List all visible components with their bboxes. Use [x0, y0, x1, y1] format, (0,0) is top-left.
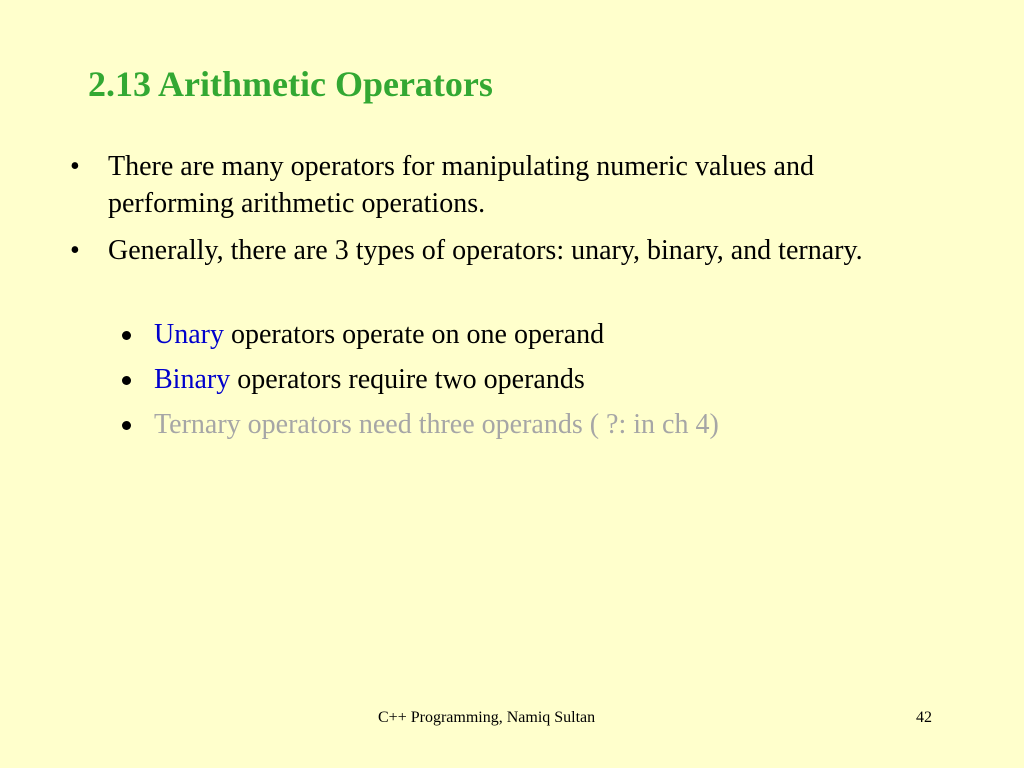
- sub-bullet-dimmed-text: Ternary operators need three operands ( ?: in ch 4): [154, 409, 719, 440]
- bullet-list: [68, 148, 928, 279]
- sub-bullet-list: [122, 316, 719, 451]
- bullet-item: [68, 232, 928, 269]
- sub-bullet-text: operators require two operands: [230, 364, 585, 395]
- sub-bullet-marker: [122, 331, 131, 340]
- sub-bullet-marker: [122, 421, 131, 430]
- sub-bullet-item: [122, 316, 719, 353]
- sub-bullet-item: [122, 361, 719, 398]
- sub-bullet-term: Binary: [154, 364, 231, 395]
- bullet-marker: •: [70, 151, 80, 182]
- bullet-text: Generally, there are 3 types of operators: unary, binary, and ternary.: [108, 235, 863, 266]
- slide-title: 2.13 Arithmetic Operators: [88, 64, 493, 104]
- sub-bullet-term: Unary: [154, 319, 224, 350]
- sub-bullet-marker: [122, 376, 131, 385]
- bullet-marker: •: [70, 235, 80, 266]
- sub-bullet-item: [122, 406, 719, 443]
- bullet-text: There are many operators for manipulating numeric values and performing arithmetic operations.: [108, 151, 814, 219]
- footer-course-author: C++ Programming, Namiq Sultan: [378, 709, 596, 726]
- bullet-item: [68, 148, 928, 222]
- slide-number: 42: [916, 709, 932, 726]
- sub-bullet-text: operators operate on one operand: [223, 319, 605, 350]
